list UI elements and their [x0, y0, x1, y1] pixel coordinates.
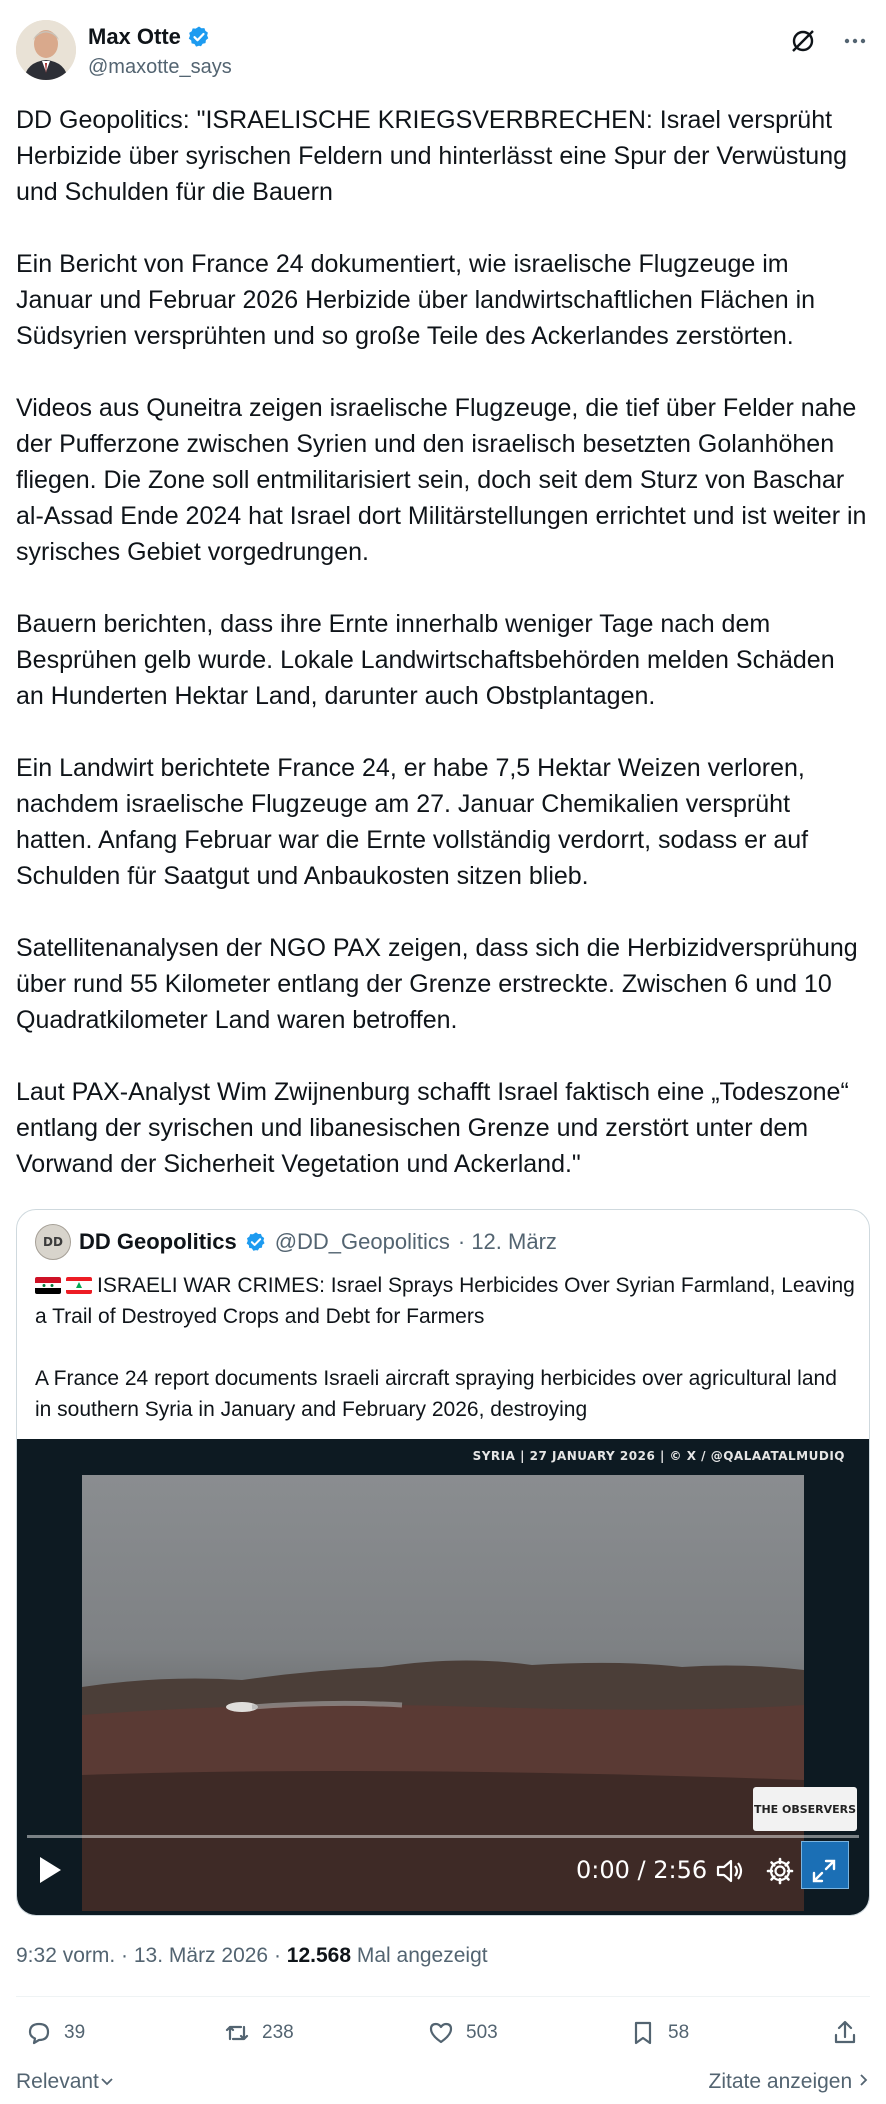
repost-icon — [222, 2018, 252, 2048]
quoted-text — [35, 1270, 855, 1425]
bookmark-button[interactable] — [628, 2018, 689, 2048]
volume-icon[interactable] — [714, 1855, 746, 1887]
bookmark-icon — [628, 2018, 658, 2048]
like-count: 503 — [466, 2022, 498, 2043]
video-caption: SYRIA | 27 JANUARY 2026 | © X / @QALAATALMUDIQ — [472, 1449, 845, 1463]
quoted-avatar[interactable]: DD — [35, 1224, 71, 1260]
avatar[interactable] — [16, 20, 76, 80]
author-handle[interactable]: @maxotte_says — [88, 56, 232, 78]
sort-label: Relevant — [16, 2070, 99, 2093]
video-scene-icon — [82, 1475, 804, 1911]
share-button[interactable] — [830, 2018, 860, 2048]
video-player[interactable] — [17, 1439, 869, 1915]
observers-logo: THE OBSERVERS — [753, 1787, 857, 1831]
quoted-body: A France 24 report documents Israeli aircraft spraying herbicides over agricultural land in southern Syria in January and February 2026, destroying — [35, 1367, 837, 1421]
quoted-date[interactable]: · 12. März — [457, 1229, 557, 1254]
view-quotes-link[interactable] — [709, 2070, 870, 2094]
post-text — [16, 102, 868, 1182]
verified-badge-icon — [245, 1231, 267, 1253]
chevron-right-icon — [858, 2072, 870, 2088]
quoted-author-handle[interactable]: @DD_Geopolitics — [274, 1229, 450, 1254]
view-quotes-label: Zitate anzeigen — [708, 2070, 853, 2093]
post-paragraph: DD Geopolitics: "ISRAELISCHE KRIEGSVERBRECHEN: Israel versprüht Herbizide über syrischen Feldern und hinterlässt eine Spur der Verwüstung und Schulden für die Bauern — [16, 106, 848, 206]
bookmark-count: 58 — [668, 2022, 690, 2043]
syria-flag-icon — [35, 1277, 61, 1294]
post-timestamp[interactable]: 9:32 vorm. · 13. März 2026 · — [16, 1944, 287, 1967]
view-count: 12.568 — [286, 1944, 352, 1967]
grok-icon[interactable] — [788, 26, 818, 56]
heart-icon — [426, 2018, 456, 2048]
settings-gear-icon[interactable] — [764, 1855, 796, 1887]
reply-icon — [24, 2018, 54, 2048]
post-header — [16, 20, 870, 84]
video-progress-bar[interactable] — [27, 1835, 859, 1838]
like-button[interactable] — [426, 2018, 498, 2048]
reply-count: 39 — [64, 2022, 86, 2043]
play-icon[interactable] — [37, 1855, 63, 1885]
reply-button[interactable] — [24, 2018, 85, 2048]
verified-badge-icon — [187, 25, 211, 49]
post-paragraph: Videos aus Quneitra zeigen israelische Flugzeuge, die tief über Felder nahe der Pufferzone zwischen Syrien und den israelisch besetzten Golanhöhen fliegen. Die Zone soll entmilitarisiert sein, doch seit dem Sturz von Baschar al-Assad Ende 2024 hat Israel dort Militärstellungen errichtet und ist weiter in syrisches Gebiet vorgedrungen. — [16, 394, 867, 566]
fullscreen-icon[interactable] — [808, 1855, 840, 1887]
quoted-headline: ISRAELI WAR CRIMES: Israel Sprays Herbicides Over Syrian Farmland, Leaving a Trail of Destroyed Crops and Debt for Farmers — [35, 1274, 855, 1328]
video-time: 0:00 / 2:56 — [576, 1856, 708, 1884]
video-frame — [82, 1475, 804, 1911]
post-paragraph: Bauern berichten, dass ihre Ernte innerhalb weniger Tage nach dem Besprühen gelb wurde. Lokale Landwirtschaftsbehörden melden Schäden an Hunderten Hektar Land, darunter auch Obstplantagen. — [16, 610, 835, 710]
post-meta — [16, 1944, 488, 1968]
share-icon — [830, 2018, 860, 2048]
quoted-author-name[interactable]: DD Geopolitics — [79, 1229, 237, 1254]
avatar-portrait-icon — [16, 20, 76, 80]
author-name[interactable]: Max Otte — [88, 24, 181, 49]
repost-button[interactable] — [222, 2018, 294, 2048]
post-paragraph: Laut PAX-Analyst Wim Zwijnenburg schafft Israel faktisch eine „Todeszone“ entlang der syrischen und libanesischen Grenze und zerstört unter dem Vorwand der Sicherheit Vegetation und Ackerland." — [16, 1078, 849, 1178]
post-paragraph: Ein Bericht von France 24 dokumentiert, wie israelische Flugzeuge im Januar und Februar 2026 Herbizide über landwirtschaftlichen Flächen in Südsyrien versprühten und so große Teile des Ackerlandes zerstörten. — [16, 250, 816, 350]
post-paragraph: Ein Landwirt berichtete France 24, er habe 7,5 Hektar Weizen verloren, nachdem israelische Flugzeuge am 27. Januar Chemikalien versprüht hatten. Anfang Februar war die Ernte vollständig verdorrt, sodass er auf Schulden für Saatgut und Anbaukosten sitzen blieb. — [16, 754, 809, 890]
lebanon-flag-icon — [66, 1277, 92, 1294]
quoted-post[interactable] — [16, 1209, 870, 1916]
sort-relevant-dropdown[interactable] — [16, 2070, 115, 2094]
repost-count: 238 — [262, 2022, 294, 2043]
action-bar — [16, 2018, 870, 2058]
post-paragraph: Satellitenanalysen der NGO PAX zeigen, dass sich die Herbizidversprühung über rund 55 Kilometer entlang der Grenze erstreckte. Zwischen 6 und 10 Quadratkilometer Land waren betroffen. — [16, 934, 858, 1034]
view-count-label: Mal angezeigt — [351, 1944, 488, 1967]
more-options-icon[interactable] — [840, 26, 870, 56]
divider — [16, 1996, 870, 1997]
chevron-down-icon — [99, 2076, 115, 2088]
